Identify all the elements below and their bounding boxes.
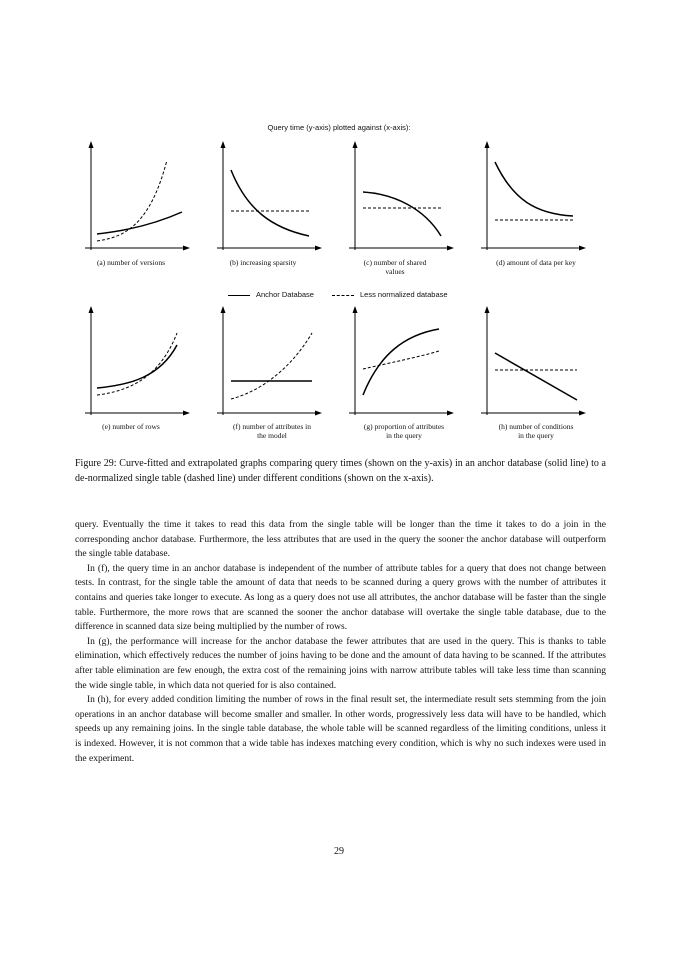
- caption-c: (c) number of shared values: [363, 258, 427, 276]
- anchor-database-curve: [231, 170, 309, 236]
- axes: [85, 306, 190, 416]
- legend-less-normalized: Less normalized database: [360, 290, 448, 299]
- anchor-database-curve: [97, 212, 182, 234]
- caption-f: (f) number of attributes in the model: [233, 422, 311, 440]
- graph-f-number-of-attributes: [217, 305, 322, 420]
- paragraph-continued: query. Eventually the time it takes to read this data from the single table will be longer than the time it takes to do a join in the corresponding anchor database. Furthermore, the less attributes that are used in the query the sooner the anchor database will outperform the single table database.: [75, 520, 606, 560]
- graph-b-increasing-sparsity: [217, 140, 322, 255]
- dashed-line-swatch: [332, 295, 354, 296]
- figure-heading: Query time (y-axis) plotted against (x-axis):: [267, 123, 411, 132]
- anchor-database-curve: [363, 192, 441, 236]
- graph-d-amount-of-data-per-key: [481, 140, 586, 255]
- figure-legend: [0, 290, 678, 302]
- paragraph-h: In (h), for every added condition limiting the number of rows in the final result set, the intermediate result sets stemming from the join operations in an anchor database will become smaller and smaller. In other words, progressively less data will have to be handled, which speeds up any remaining joins. In the single table database, the whole table will be scanned regardless of the limiting conditions, unless it is indexed. However, it is not common that a wide table has indexes matching every condition, which is why no such indexes were used in the experiment.: [75, 695, 606, 764]
- axes: [349, 141, 454, 251]
- caption-a: (a) number of versions: [96, 258, 166, 267]
- caption-g: (g) proportion of attributes in the query: [363, 422, 445, 440]
- legend-anchor-database: Anchor Database: [256, 290, 314, 299]
- less-normalized-curve: [231, 333, 312, 399]
- solid-line-swatch: [228, 295, 250, 296]
- paragraph-g: In (g), the performance will increase for the anchor database the fewer attributes that are used in the query. This is thanks to table elimination, which effectively reduces the number of joins having to be done and the amount of data having to be scanned. If the attributes after table elimination are few enough, the extra cost of the remaining joins with narrow attribute tables will take less time than scanning the wide single table, in which data not queried for is also contained.: [75, 636, 606, 691]
- caption-h: (h) number of conditions in the query: [498, 422, 574, 440]
- less-normalized-curve: [97, 333, 177, 395]
- paragraph-f: In (f), the query time in an anchor database is independent of the number of attribute tables for a query that does not change between tests. In contrast, for the single table the amount of data that needs to be scanned during a query grows with the number of attributes it contains and queries take longer to execute. As long as a query does not use all attributes, the anchor database will be faster than the single table. Furthermore, the more rows that are scanned the sooner the anchor database will overtake the single table database, due to the difference in scanned data size being multiplied by the number of rows.: [75, 563, 606, 633]
- body-text: [75, 518, 606, 766]
- graph-a-number-of-versions: [85, 140, 190, 255]
- caption-e: (e) number of rows: [102, 422, 160, 431]
- graph-e-number-of-rows: [85, 305, 190, 420]
- graph-g-proportion-of-attributes: [349, 305, 454, 420]
- figure-caption: Figure 29: Curve-fitted and extrapolated graphs comparing query times (shown on the y-axis) in an anchor database (solid line) to a de-normalized single table (dashed line) under different conditions (shown on the x-axis).: [75, 458, 606, 484]
- axes: [217, 306, 322, 416]
- caption-d: (d) amount of data per key: [496, 258, 576, 267]
- anchor-database-curve: [495, 162, 573, 216]
- anchor-database-curve: [495, 353, 577, 400]
- axes: [349, 306, 454, 416]
- anchor-database-curve: [97, 345, 177, 388]
- graph-c-number-of-shared-values: [349, 140, 454, 255]
- axes: [481, 141, 586, 251]
- axes: [217, 141, 322, 251]
- caption-b: (b) increasing sparsity: [229, 258, 297, 267]
- anchor-database-curve: [363, 329, 439, 395]
- axes: [481, 306, 586, 416]
- page-number: 29: [334, 846, 344, 857]
- less-normalized-curve: [363, 351, 439, 369]
- graph-h-number-of-conditions: [481, 305, 586, 420]
